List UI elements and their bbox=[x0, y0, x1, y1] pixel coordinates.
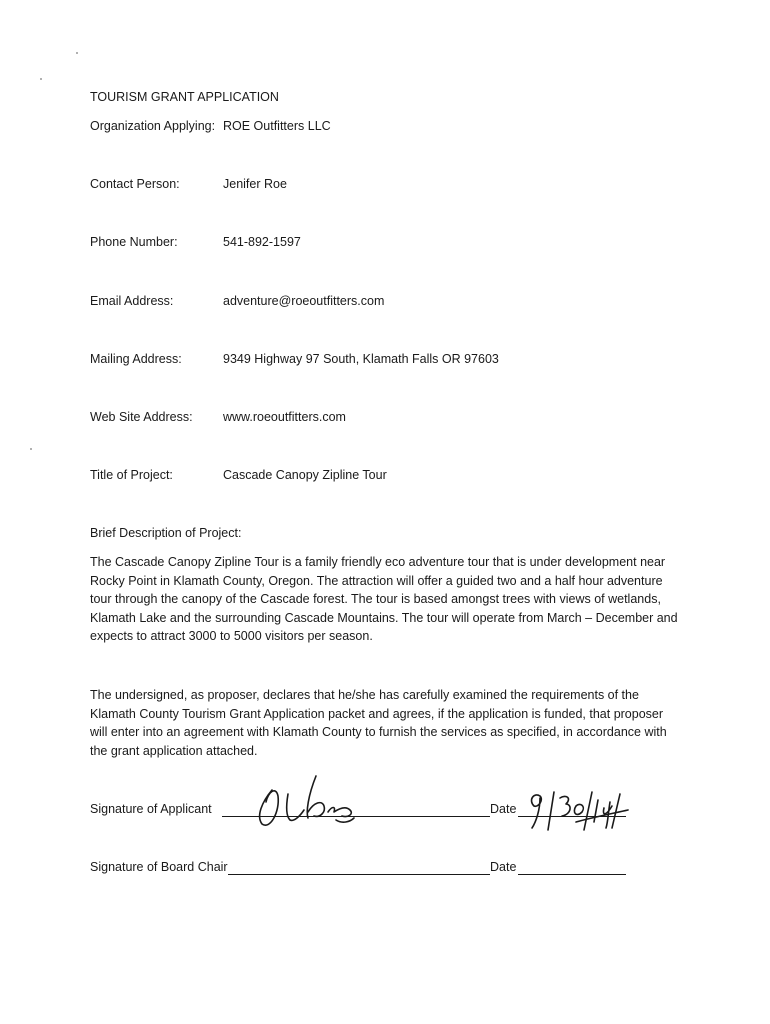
email-value: adventure@roeoutfitters.com bbox=[223, 294, 385, 308]
org-value: ROE Outfitters LLC bbox=[223, 119, 331, 133]
web-label: Web Site Address: bbox=[90, 410, 193, 424]
board-chair-date-label: Date bbox=[490, 860, 517, 874]
project-title-label: Title of Project: bbox=[90, 468, 173, 482]
mailing-label: Mailing Address: bbox=[90, 352, 182, 366]
description-heading: Brief Description of Project: bbox=[90, 526, 242, 540]
phone-value: 541-892-1597 bbox=[223, 235, 301, 249]
declaration-body: The undersigned, as proposer, declares that he/she has carefully examined the requirements of the Klamath County Tourism Grant Application packet and agrees, if the application is funded, that proposer will enter into an agreement with Klamath County to furnish the services as specified, in accordance with the grant application attached. bbox=[90, 688, 667, 758]
scan-speck bbox=[76, 52, 78, 54]
board-chair-signature-line[interactable] bbox=[228, 874, 490, 875]
board-chair-date-line[interactable] bbox=[518, 874, 626, 875]
phone-label: Phone Number: bbox=[90, 235, 178, 249]
description-body: The Cascade Canopy Zipline Tour is a family friendly eco adventure tour that is under development near Rocky Point in Klamath County, Oregon. The attraction will offer a guided two and a half hour adventure tour through the canopy of the Cascade forest. The tour is based amongst trees with views of wetlands, Klamath Lake and the surrounding Cascade Mountains. The tour will operate from March – December and expects to attract 3000 to 5000 visitors per season. bbox=[90, 555, 678, 643]
project-title-value: Cascade Canopy Zipline Tour bbox=[223, 468, 387, 482]
applicant-handwritten-date bbox=[520, 788, 630, 832]
scan-speck bbox=[40, 78, 42, 80]
mailing-value: 9349 Highway 97 South, Klamath Falls OR 97603 bbox=[223, 352, 499, 366]
scan-speck bbox=[30, 448, 32, 450]
web-value: www.roeoutfitters.com bbox=[223, 410, 346, 424]
contact-label: Contact Person: bbox=[90, 177, 180, 191]
board-chair-signature-label: Signature of Board Chair bbox=[90, 860, 228, 874]
email-label: Email Address: bbox=[90, 294, 174, 308]
applicant-signature-label: Signature of Applicant bbox=[90, 802, 212, 816]
contact-value: Jenifer Roe bbox=[223, 177, 287, 191]
applicant-handwritten-signature bbox=[250, 772, 360, 832]
applicant-date-label: Date bbox=[490, 802, 517, 816]
org-label: Organization Applying: bbox=[90, 119, 216, 133]
form-title: TOURISM GRANT APPLICATION bbox=[90, 90, 279, 104]
